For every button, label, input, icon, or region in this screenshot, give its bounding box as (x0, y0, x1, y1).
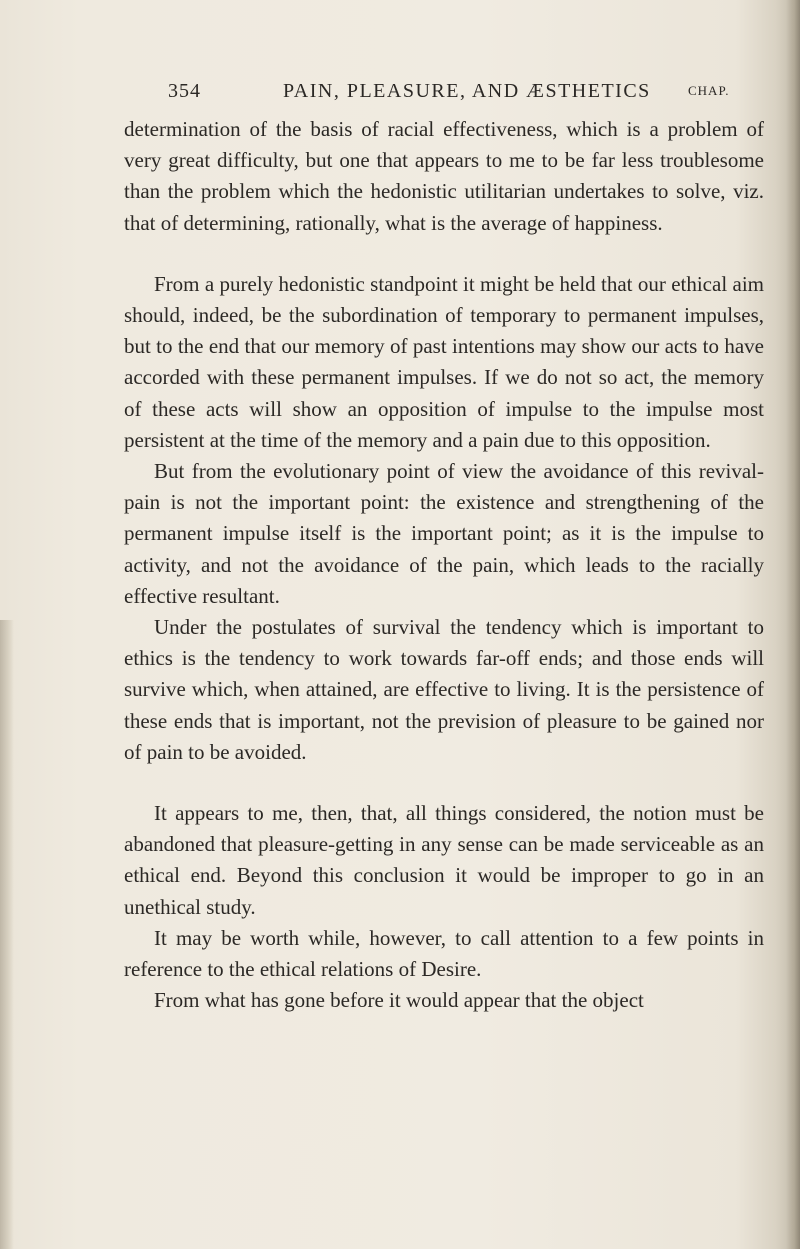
paragraph: It appears to me, then, that, all things considered, the notion must be abandoned that pleasure-getting in any sense can be made serviceable as an ethical end. Beyond this conclusion it would be improper to go in an unethical study. (124, 801, 764, 919)
paragraph: It may be worth while, however, to call attention to a few points in reference to the ethical relations of Desire. (124, 925, 764, 982)
paragraph: Under the postulates of survival the tendency which is important to ethics is the tendency to work towards far-off ends; and those ends will survive which, when attained, are effective to living. It is the persistence of these ends that is important, not the prevision of pleasure to be gained nor of pain to be avoided. (124, 615, 764, 764)
paragraph: From a purely hedonistic standpoint it might be held that our ethical aim should, indeed, be the subordination of temporary to permanent impulses, but to the end that our memory of past intentions may show our acts to have accorded with these permanent impulses. If we do not so act, the memory of these acts will show an opposition of impulse to the impulse most persistent at the time of the memory and a pain due to this opposition. (124, 271, 764, 452)
chapter-mark: CHAP. (688, 83, 730, 98)
page-number: 354 (168, 80, 201, 102)
running-head (168, 80, 778, 110)
page-edge-shadow (786, 0, 800, 1249)
page-gutter-shadow (0, 620, 14, 1249)
paragraph: But from the evolutionary point of view the avoidance of this revival-pain is not the important point: the existence and strengthening of the permanent impulse itself is the important point; as it is the impulse to activity, and not the avoidance of the pain, which leads to the racially effective resultant. (124, 459, 764, 608)
running-title: PAIN, PLEASURE, AND ÆSTHETICS (283, 80, 651, 102)
paragraph: determination of the basis of racial effectiveness, which is a problem of very great difficulty, but one that appears to me to be far less troublesome than the problem which the hedonistic utilitarian undertakes to solve, viz. that of determining, rationally, what is the average of happiness. (124, 117, 764, 235)
body-text (124, 114, 764, 1016)
paragraph: From what has gone before it would appear that the object (154, 988, 644, 1013)
